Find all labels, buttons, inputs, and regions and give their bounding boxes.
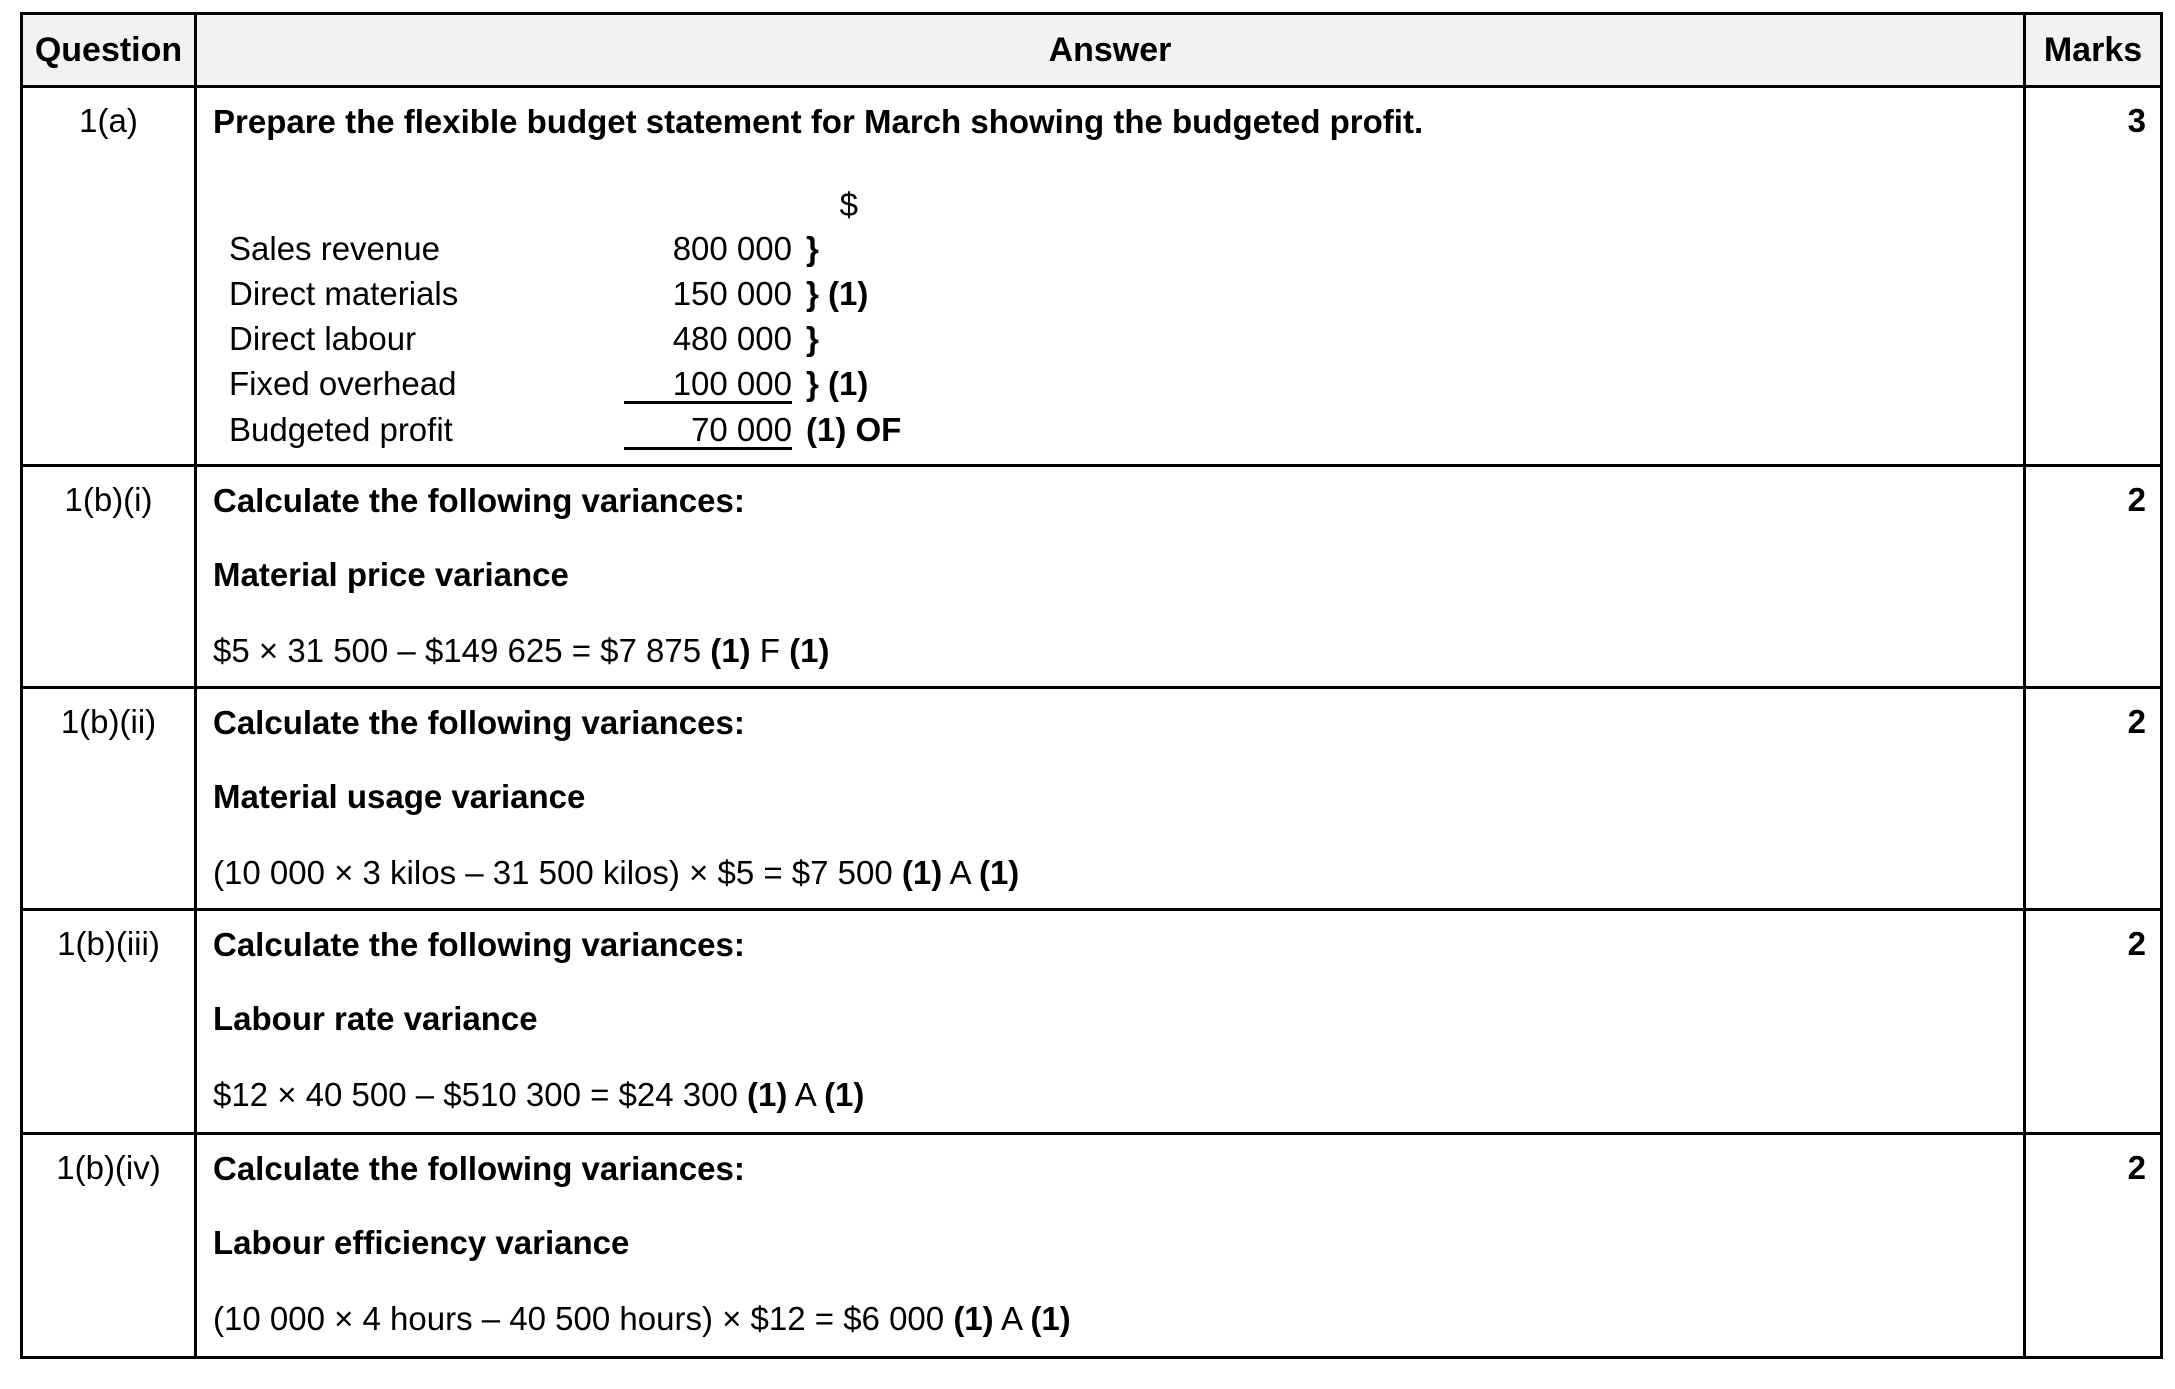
answer-cell xyxy=(196,87,2025,466)
question-number: 1(b)(iv) xyxy=(22,1134,196,1358)
mark-scheme-table xyxy=(20,12,2163,1359)
budget-line-label: Budgeted profit xyxy=(229,411,453,448)
question-number: 1(b)(i) xyxy=(22,466,196,688)
budget-line-label: Sales revenue xyxy=(229,230,440,267)
calc-direction: A xyxy=(942,854,979,891)
calc-expression: (10 000 × 3 kilos – 31 500 kilos) × $5 = $7 500 xyxy=(213,854,902,891)
answer-cell xyxy=(196,910,2025,1134)
variance-title: Labour efficiency variance xyxy=(213,1224,630,1261)
budget-line-amount: 100 000 xyxy=(624,361,792,404)
calc-expression: $12 × 40 500 – $510 300 = $24 300 xyxy=(213,1076,747,1113)
budget-line-mark: } xyxy=(806,320,819,357)
table-row xyxy=(22,87,2162,466)
calc-direction: A xyxy=(993,1300,1031,1337)
question-number: 1(b)(iii) xyxy=(22,910,196,1134)
question-heading: Calculate the following variances: xyxy=(213,926,745,963)
calc-expression: $5 × 31 500 – $149 625 = $7 875 xyxy=(213,632,711,669)
marks-value: 3 xyxy=(2025,87,2162,466)
variance-calculation xyxy=(213,631,2007,671)
budget-line-amount: 480 000 xyxy=(672,320,792,357)
budget-line-label: Direct labour xyxy=(229,320,417,357)
header-marks: Marks xyxy=(2025,14,2162,87)
question-heading: Calculate the following variances: xyxy=(213,482,745,519)
calc-expression: (10 000 × 4 hours – 40 500 hours) × $12 = $6 000 xyxy=(213,1300,954,1337)
budget-line-mark: (1) OF xyxy=(806,411,902,448)
table-row xyxy=(22,466,2162,688)
currency-header: $ xyxy=(839,186,858,223)
calc-mark: (1) xyxy=(710,632,751,669)
answer-cell xyxy=(196,1134,2025,1358)
calc-mark: (1) xyxy=(953,1300,994,1337)
marks-value: 2 xyxy=(2025,688,2162,910)
calc-mark: (1) xyxy=(1030,1300,1071,1337)
question-number: 1(b)(ii) xyxy=(22,688,196,910)
header-question: Question xyxy=(22,14,196,87)
calc-mark: (1) xyxy=(901,854,943,891)
marks-value: 2 xyxy=(2025,466,2162,688)
answer-cell xyxy=(196,688,2025,910)
budget-line-label: Direct materials xyxy=(229,275,459,312)
table-row xyxy=(22,910,2162,1134)
header-row xyxy=(22,14,2162,87)
variance-calculation xyxy=(213,1299,2007,1339)
variance-calculation xyxy=(213,1075,2007,1115)
calc-mark: (1) xyxy=(789,632,830,669)
table-row xyxy=(22,688,2162,910)
calc-mark: (1) xyxy=(978,854,1020,891)
budget-line-amount: 150 000 xyxy=(672,275,792,312)
variance-title: Labour rate variance xyxy=(213,1000,538,1037)
calc-direction: A xyxy=(787,1076,825,1113)
calc-mark: (1) xyxy=(747,1076,788,1113)
budget-line-mark: } xyxy=(806,230,819,267)
marks-value: 2 xyxy=(2025,910,2162,1134)
question-number: 1(a) xyxy=(22,87,196,466)
calc-mark: (1) xyxy=(824,1076,865,1113)
question-heading: Prepare the flexible budget statement for March showing the budgeted profit. xyxy=(213,103,1424,140)
variance-title: Material price variance xyxy=(213,556,569,593)
budget-statement xyxy=(213,186,2007,464)
variance-calculation xyxy=(213,853,2007,893)
budget-line-amount: 800 000 xyxy=(672,230,792,267)
budget-line-amount: 70 000 xyxy=(624,407,792,450)
variance-title: Material usage variance xyxy=(213,778,586,815)
budget-line-mark: } (1) xyxy=(806,365,869,402)
answer-cell xyxy=(196,466,2025,688)
header-answer: Answer xyxy=(196,14,2025,87)
question-heading: Calculate the following variances: xyxy=(213,1150,745,1187)
budget-line-mark: } (1) xyxy=(806,275,869,312)
budget-line-label: Fixed overhead xyxy=(229,365,457,402)
calc-direction: F xyxy=(750,632,790,669)
table-row xyxy=(22,1134,2162,1358)
marks-value: 2 xyxy=(2025,1134,2162,1358)
question-heading: Calculate the following variances: xyxy=(213,704,745,741)
